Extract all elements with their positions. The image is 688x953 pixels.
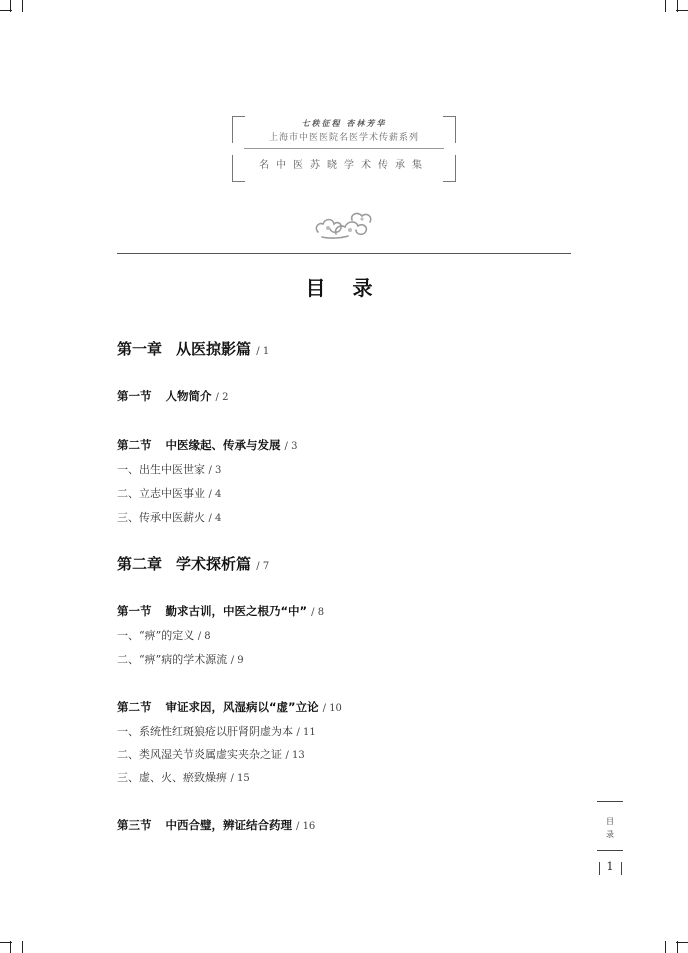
- toc-item: [117, 769, 250, 785]
- series-motto: 七秩征程 杏林芳华: [301, 118, 387, 128]
- page-ref: / 13: [285, 750, 305, 761]
- crop-mark: [677, 941, 678, 953]
- page-ref: / 15: [230, 773, 250, 784]
- section-title: 人物简介: [165, 389, 212, 403]
- series-header: [232, 116, 456, 182]
- item-title: 一、“痹”的定义: [117, 629, 195, 642]
- section-number: 第一节: [117, 604, 152, 618]
- toc-section: [117, 817, 315, 833]
- series-name: 上海市中医医院名医学术传薪系列: [268, 133, 419, 143]
- page-number: 1: [606, 860, 614, 873]
- item-title: 三、传承中医薪火: [117, 511, 205, 524]
- item-title: 二、立志中医事业: [117, 487, 205, 500]
- toc-item: [117, 627, 211, 643]
- series-divider: [244, 148, 444, 149]
- cloud-ornament-icon: [312, 208, 376, 242]
- toc-item: [117, 485, 221, 501]
- crop-mark: [22, 0, 23, 12]
- section-number: 第二节: [117, 438, 152, 452]
- page-ref: / 10: [322, 703, 342, 714]
- item-title: 三、虚、火、瘀致燥痹: [117, 771, 227, 784]
- folio-bar: [621, 862, 622, 875]
- page-ref: / 8: [197, 631, 211, 642]
- section-number: 第三节: [117, 818, 152, 832]
- crop-mark: [665, 941, 666, 953]
- crop-mark: [10, 0, 11, 12]
- toc-item: [117, 509, 221, 525]
- section-title: 审证求因，风湿病以“虚”立论: [165, 700, 319, 714]
- chapter-number: 第一章: [117, 340, 163, 358]
- header-rule: [117, 253, 571, 254]
- side-tab-char: 录: [606, 830, 614, 839]
- section-number: 第二节: [117, 700, 152, 714]
- crop-mark: [665, 0, 666, 12]
- side-tab-rule: [597, 850, 623, 851]
- crop-mark: [10, 941, 11, 953]
- toc-item: [117, 651, 244, 667]
- item-title: 二、“痹”病的学术源流: [117, 653, 228, 666]
- crop-mark: [22, 941, 23, 953]
- page-ref: / 11: [296, 727, 316, 738]
- page-ref: / 9: [230, 655, 244, 666]
- page-ref: / 4: [208, 513, 222, 524]
- toc-chapter: [117, 338, 269, 359]
- toc-title: 目 录: [305, 276, 383, 300]
- side-tab-rule: [597, 801, 623, 802]
- section-number: 第一节: [117, 389, 152, 403]
- toc-item: [117, 723, 316, 739]
- page-ref: / 7: [256, 561, 270, 572]
- toc-section: [117, 388, 228, 404]
- item-title: 一、出生中医世家: [117, 463, 205, 476]
- page-ref: / 3: [208, 465, 222, 476]
- side-tab-char: 目: [606, 817, 614, 826]
- chapter-number: 第二章: [117, 555, 163, 573]
- page-ref: / 1: [256, 346, 270, 357]
- section-title: 中医缘起、传承与发展: [165, 438, 281, 452]
- page-ref: / 4: [208, 489, 222, 500]
- toc-section: [117, 437, 297, 453]
- crop-mark: [677, 0, 678, 12]
- item-title: 二、类风湿关节炎属虚实夹杂之证: [117, 748, 282, 761]
- book-title: 名中医苏晓学术传承集: [259, 160, 429, 171]
- page-ref: / 8: [311, 607, 325, 618]
- page-ref: / 3: [284, 441, 298, 452]
- section-title: 勤求古训，中医之根乃“中”: [165, 604, 308, 618]
- toc-chapter: [117, 553, 269, 574]
- section-title: 中西合璧，辨证结合药理: [165, 818, 292, 832]
- chapter-title: 学术探析篇: [176, 555, 252, 573]
- chapter-title: 从医掠影篇: [176, 340, 252, 358]
- toc-section: [117, 603, 324, 619]
- toc-section: [117, 699, 342, 715]
- page-ref: / 16: [296, 821, 316, 832]
- toc-item: [117, 461, 221, 477]
- side-tab-label: [597, 815, 623, 841]
- toc-item: [117, 746, 305, 762]
- page-ref: / 2: [215, 392, 229, 403]
- item-title: 一、系统性红斑狼疮以肝肾阴虚为本: [117, 725, 293, 738]
